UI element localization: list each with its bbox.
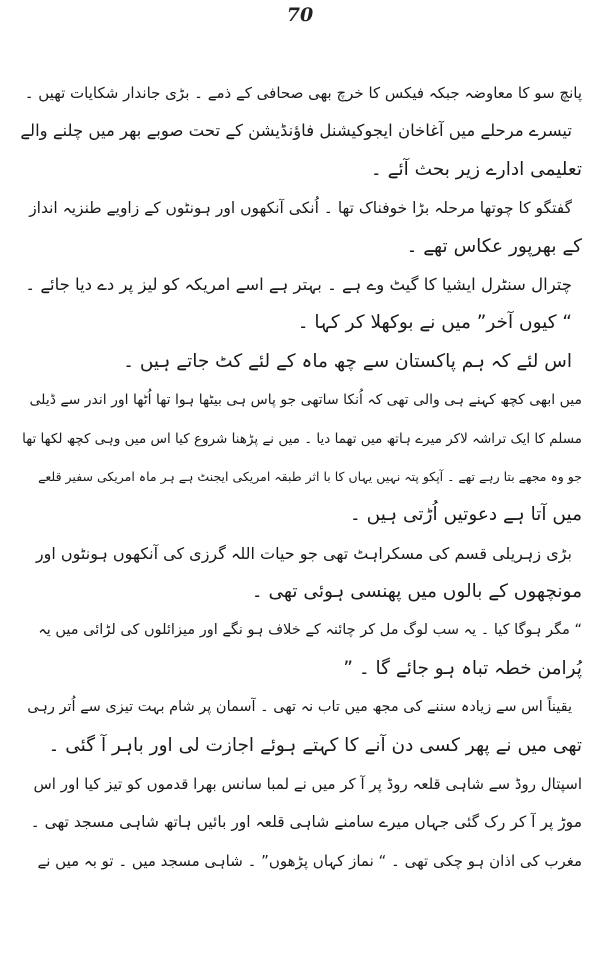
text-line: گفتگو کا چوتھا مرحلہ بڑا خوفناک تھا ۔ اُنکی آنکھوں اور ہونٹوں کے زاویے طنزیہ انداز (29, 199, 572, 218)
text-line: جو وہ مجھے بتا رہے تھے ۔ آپکو پتہ نہیں یہاں کا با اثر طبقہ امریکی ایجنٹ ہے ہر ماہ امریکی سفیر قلعے (38, 468, 582, 484)
text-line: میں آتا ہے دعوتیں اُڑتی ہیں ۔ (349, 504, 582, 526)
text-line: اس لئے کہ ہم پاکستان سے چھ ماہ کے لئے کٹ جاتے ہیں ۔ (123, 350, 572, 372)
text-line: تھی میں نے پھر کسی دن آنے کا کہتے ہوئے اجازت لی اور باہر آ گئی ۔ (48, 734, 582, 756)
text-line: “ کیوں آخر” میں نے بوکھلا کر کہا ۔ (297, 312, 572, 334)
text-line: اسپتال روڈ سے شاہی قلعہ روڈ پر آ کر میں نے لمبا سانس بھرا قدموں کو تیز کیا اور اس (33, 775, 582, 794)
text-line: یقیناً اس سے زیادہ سننے کی مجھ میں تاب نہ تھی ۔ آسمان پر شام بہت تیزی سے اُتر رہی (27, 699, 572, 716)
text-line: چترال سنٹرل ایشیا کا گیٹ وے ہے ۔ بہتر ہے اسے امریکہ کو لیز پر دے دیا جائے ۔ (25, 274, 572, 294)
text-line: بڑی زہریلی قسم کی مسکراہٹ تھی جو حیات اللہ گرزی کی آنکھوں ہونٹوں اور (35, 543, 572, 563)
text-line: مغرب کی اذان ہو چکی تھی ۔ “ نماز کہاں پڑھوں” ۔ شاہی مسجد میں ۔ تو بہ میں نے (37, 851, 582, 870)
page-body (20, 74, 582, 880)
text-line: مسلم کا ایک تراشہ لاکر میرے ہاتھ میں تھما دیا ۔ میں نے پڑھنا شروع کیا اس میں وہی کچھ لکھا تھا (22, 430, 582, 447)
text-line: پانچ سو کا معاوضہ جبکہ فیکس کا خرچ بھی صحافی کے ذمے ۔ بڑی جاندار شکایات تھیں ۔ (24, 84, 582, 102)
text-line: مونچھوں کے بالوں میں پھنسی ہوئی تھی ۔ (251, 581, 582, 603)
text-line: تیسرے مرحلے میں آغاخان ایجوکیشنل فاؤنڈیشن کے تحت صوبے بھر میں چلنے والے (20, 121, 572, 141)
text-line: میں ابھی کچھ کہنے ہی والی تھی کہ اُنکا ساتھی جو پاس ہی بیٹھا ہوا تھا اُٹھا اور اندر سے ڈیلی (29, 392, 582, 409)
text-line: موڑ پر آ کر رک گئی جہاں میرے سامنے شاہی قلعہ اور بائیں ہاتھ شاہی مسجد تھی ۔ (30, 813, 582, 832)
text-line: کے بھرپور عکاس تھے ۔ (406, 235, 582, 257)
text-line: تعلیمی ادارے زیر بحث آئے ۔ (370, 158, 582, 180)
text-line: پُرامن خطہ تباہ ہو جائے گا ۔ ” (343, 657, 582, 679)
text-line: “ مگر ہوگا کیا ۔ یہ سب لوگ مل کر چائنہ کے خلاف ہو نگے اور میزائلوں کی لڑائی میں یہ (38, 622, 582, 639)
page-number: 70 (286, 4, 314, 26)
